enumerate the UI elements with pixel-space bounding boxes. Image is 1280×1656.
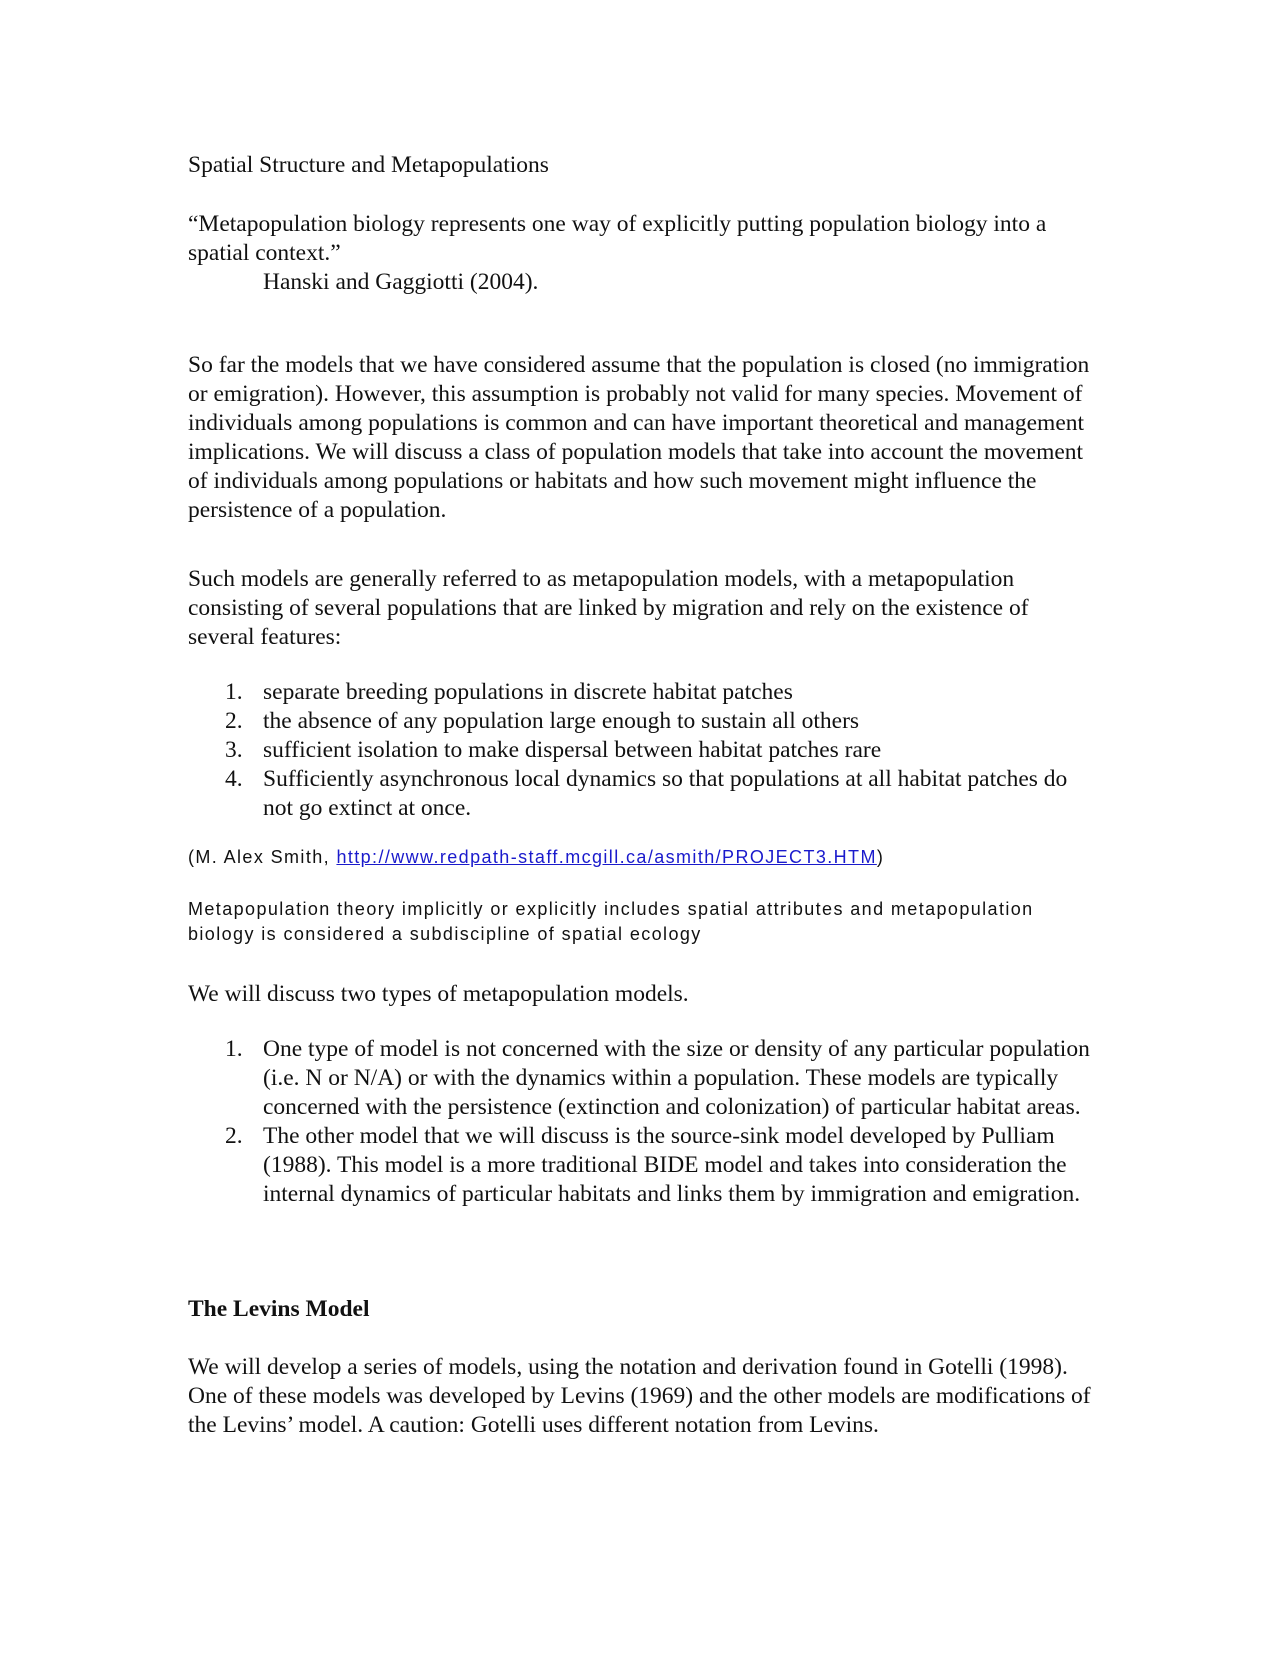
list-item-number: 3.: [225, 737, 243, 763]
list-item-text: One type of model is not concerned with the size or density of any particular population (i.e. N or N/A) or with the dynamics within a population. These models are typically concerned with the persistence (extinction and colonization) of particular habitat areas.: [263, 1036, 1090, 1120]
list-item-text: the absence of any population large enough to sustain all others: [263, 708, 860, 734]
model-types-list: [188, 1035, 1098, 1209]
theory-note: Metapopulation theory implicitly or explicitly includes spatial attributes and metapopulation biology is considered a subdiscipline of spatial ecology: [188, 899, 1034, 944]
list-item-number: 1.: [225, 1036, 243, 1062]
paragraph-two-types: We will discuss two types of metapopulation models.: [188, 981, 689, 1007]
list-item: [188, 1035, 1098, 1122]
credit-prefix: (M. Alex Smith,: [188, 847, 337, 867]
list-item: [188, 707, 1098, 736]
credit-suffix: ): [876, 847, 885, 867]
list-item-text: The other model that we will discuss is the source-sink model developed by Pulliam (1988). This model is a more traditional BIDE model and takes into consideration the internal dynamics of particular habitats and links them by immigration and emigration.: [263, 1123, 1081, 1207]
list-item-number: 2.: [225, 1123, 243, 1149]
paragraph-metapopulation-definition: Such models are generally referred to as metapopulation models, with a metapopulation consisting of several populations that are linked by migration and rely on the existence of several features:: [188, 566, 1029, 650]
opening-quote: “Metapopulation biology represents one way of explicitly putting population biology into a spatial context.”: [188, 211, 1047, 266]
list-item-text: sufficient isolation to make dispersal between habitat patches rare: [263, 737, 882, 763]
section-heading: The Levins Model: [188, 1296, 370, 1322]
list-item-number: 2.: [225, 708, 243, 734]
paragraph-levins-intro: We will develop a series of models, using the notation and derivation found in Gotelli (1998). One of these models was developed by Levins (1969) and the other models are modifications of the Levins’ model. A caution: Gotelli uses different notation from Levins.: [188, 1354, 1091, 1438]
list-item: [188, 678, 1098, 707]
list-item-text: Sufficiently asynchronous local dynamics so that populations at all habitat patches do not go extinct at once.: [263, 766, 1068, 821]
paragraph-closed-population: So far the models that we have considered assume that the population is closed (no immigration or emigration). However, this assumption is probably not valid for many species. Movement of individuals among populations is common and can have important theoretical and management implications. We will discuss a class of population models that take into account the movement of individuals among populations or habitats and how such movement might influence the persistence of a population.: [188, 352, 1090, 523]
source-credit: [188, 845, 1098, 870]
list-item-number: 4.: [225, 766, 243, 792]
quote-attribution: Hanski and Gaggiotti (2004).: [263, 269, 539, 295]
list-item-number: 1.: [225, 679, 243, 705]
list-item: [188, 736, 1098, 765]
list-item-text: separate breeding populations in discrete habitat patches: [263, 679, 793, 705]
source-link[interactable]: http://www.redpath-staff.mcgill.ca/asmith/PROJECT3.HTM: [336, 847, 877, 867]
list-item: [188, 1122, 1098, 1209]
features-list: [188, 678, 1098, 823]
document-title: Spatial Structure and Metapopulations: [188, 152, 549, 178]
list-item: [188, 765, 1098, 823]
